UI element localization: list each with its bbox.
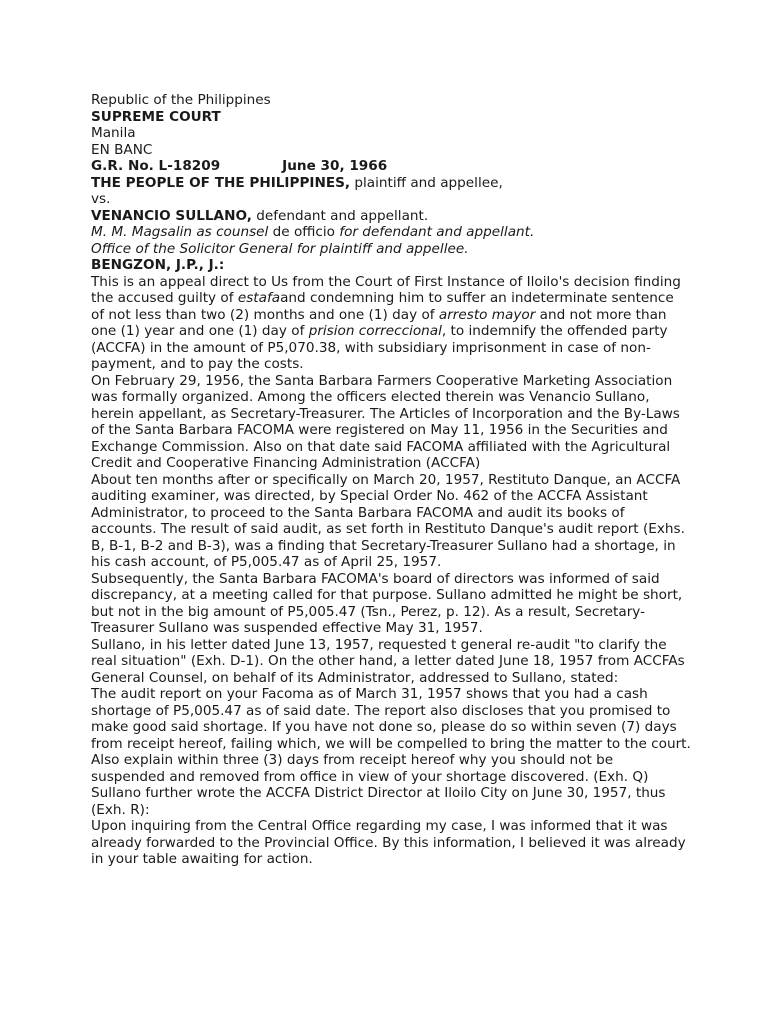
court-name: SUPREME COURT xyxy=(91,108,221,125)
p1-estafa: estafa xyxy=(237,290,281,306)
prosecution-counsel-line: Office of the Solicitor General for plaintiff and appellee. xyxy=(91,240,469,257)
paragraph-8: Sullano further wrote the ACCFA District Director at Iloilo City on June 30, 1957, thus (Exh. R): xyxy=(91,785,666,818)
document-page xyxy=(91,92,691,868)
paragraph-7-quote: Also explain within three (3) days from receipt hereof why you should not be suspended and removed from office in view of your shortage discovered. (Exh. Q) xyxy=(91,752,649,785)
paragraph-4: Subsequently, the Santa Barbara FACOMA's board of directors was informed of said discrepancy, at a meeting called for that purpose. Sullano admitted he might be short, but not in the big amount of P5,005.47 (Tsn., Perez, p. 12). As a result, Secretary-Treasurer Sullano was suspended effective May 31, 1957. xyxy=(91,570,683,636)
paragraph-9-quote: Upon inquiring from the Central Office regarding my case, I was informed that it was already forwarded to the Provincial Office. By this information, I believed it was already in your table awaiting for action. xyxy=(91,818,686,867)
division-line: EN BANC xyxy=(91,141,153,158)
defendant-name: VENANCIO SULLANO, xyxy=(91,207,252,224)
p1-text-b: and condemning him to suffer an indeterminate sentence of not less than two (2) months and one (1) day of xyxy=(91,290,674,323)
city-line: Manila xyxy=(91,125,136,141)
paragraph-5: Sullano, in his letter dated June 13, 1957, requested t general re-audit "to clarify the real situation" (Exh. D-1). On the other hand, a letter dated June 18, 1957 from ACCFAs General Counsel, on behalf of its Administrator, addressed to Sullano, stated: xyxy=(91,636,685,686)
gr-number: G.R. No. L-18209 xyxy=(91,158,221,174)
plaintiff-role: plaintiff and appellee, xyxy=(350,174,503,191)
plaintiff-name: THE PEOPLE OF THE PHILIPPINES, xyxy=(91,174,351,191)
plaintiff-line xyxy=(91,175,691,192)
defendant-role: defendant and appellant. xyxy=(251,207,429,224)
decision-date: June 30, 1966 xyxy=(282,158,388,174)
de-officio: de officio xyxy=(268,224,340,240)
paragraph-1 xyxy=(91,274,691,373)
paragraph-2: On February 29, 1956, the Santa Barbara Farmers Cooperative Marketing Association was formally organized. Among the officers elected therein was Venancio Sullano, herein appellant, as Secretary-Treasurer. The Articles of Incorporation and the By-Laws of the Santa Barbara FACOMA were registered on May 11, 1956 in the Securities and Exchange Commission. Also on that date said FACOMA affiliated with the Agricultural Credit and Cooperative Financing Administration (ACCFA) xyxy=(91,372,680,471)
p1-text-a: This is an appeal direct to Us from the Court of First Instance of Iloilo's decision finding the accused guilty of xyxy=(91,273,681,306)
defense-counsel-line xyxy=(91,224,691,241)
p1-arresto-mayor: arresto mayor xyxy=(438,306,536,323)
case-number-line xyxy=(91,158,691,175)
republic-line: Republic of the Philippines xyxy=(91,92,271,108)
defense-counsel-name: M. M. Magsalin as counsel xyxy=(91,224,269,240)
defendant-line xyxy=(91,208,691,225)
paragraph-3: About ten months after or specifically on March 20, 1957, Restituto Danque, an ACCFA auditing examiner, was directed, by Special Order No. 462 of the ACCFA Assistant Administrator, to proceed to the Santa Barbara FACOMA and audit its books of accounts. The result of said audit, as set forth in Restituto Danque's audit report (Exhs. B, B-1, B-2 and B-3), was a finding that Secretary-Treasurer Sullano had a shortage, in his cash account, of P5,005.47 as of April 25, 1957. xyxy=(91,471,685,570)
p1-text-c: and not more than one (1) year and one (1) day of xyxy=(91,306,667,339)
versus-line: vs. xyxy=(91,191,111,207)
paragraph-6-quote: The audit report on your Facoma as of March 31, 1957 shows that you had a cash shortage of P5,005.47 as of said date. The report also discloses that you promised to make good said shortage. If you have not done so, please do so within seven (7) days from receipt hereof, failing which, we will be compelled to bring the matter to the court. xyxy=(91,686,691,752)
p1-prision-correccional: prision correccional xyxy=(308,323,442,339)
defense-counsel-role: for defendant and appellant. xyxy=(339,224,535,240)
ponente: BENGZON, J.P., J.: xyxy=(91,257,225,273)
p1-text-d: , to indemnify the offended party (ACCFA) in the amount of P5,070.38, with subsidiary imprisonment in case of non-payment, and to pay the costs. xyxy=(91,323,668,372)
